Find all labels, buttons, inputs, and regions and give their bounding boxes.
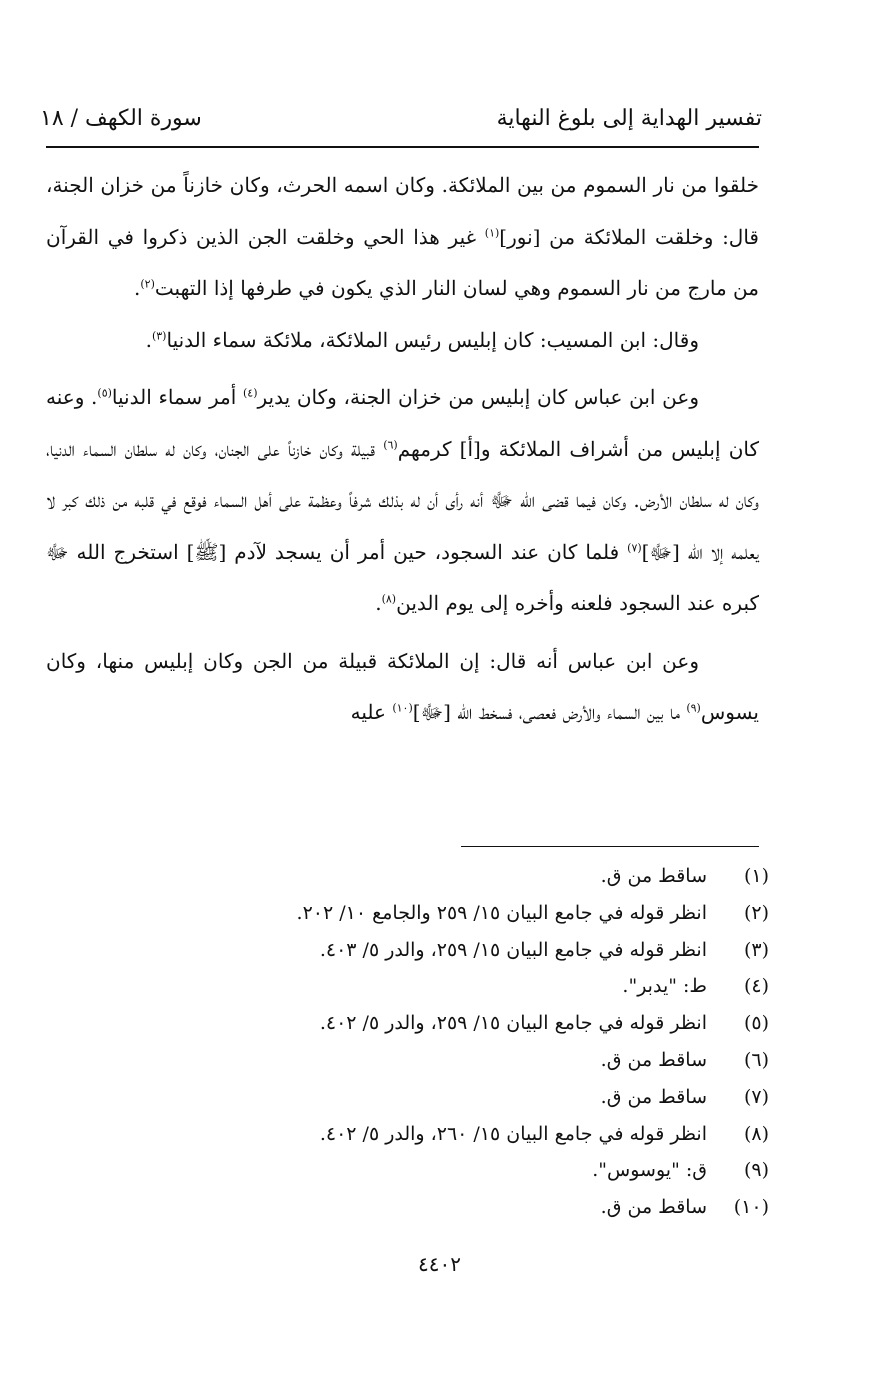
footnote-number: (١): [743, 865, 769, 887]
footnote-number: (٩): [743, 1159, 769, 1182]
footnote-number: (٢): [743, 901, 769, 924]
footnote-item: [149, 1189, 769, 1226]
footnote-number: (٣): [743, 938, 769, 961]
footnote-item: [149, 932, 769, 969]
footnote-text: انظر قوله في جامع البيان ١٥/ ٢٦٠، والدر ٥/ ٤٠٢.: [319, 1122, 707, 1145]
footnote-ref-8[interactable]: (٨): [381, 592, 397, 606]
paragraph-1: خلقوا من نار السموم من بين الملائكة. وكان اسمه الحرث، وكان خازناً من خزان الجنة، قال: وخلقت الملائكة من [نور]$^{(١)}$ غير هذا الحي وخلقت الجن الذين ذكروا في القرآن من مارج من نار السموم وهي لسان النار الذي يكون في طرفها إذا التهبت$^{(٢)}$.: [46, 173, 759, 300]
footnote-item: [149, 1152, 769, 1189]
paragraph-2: وقال: ابن المسيب: كان إبليس رئيس الملائكة، ملائكة سماء الدنيا$^{(٣)}$.: [145, 327, 699, 352]
header-divider: [46, 146, 759, 148]
footnote-text: ط: "يدبر".: [622, 975, 707, 998]
footnotes-list: [149, 858, 769, 1226]
footnote-ref-6[interactable]: (٦): [383, 437, 398, 451]
paragraph-3: وعن ابن عباس كان إبليس من خزان الجنة، وكان يدير$^{(٤)}$ أمر سماء الدنيا$^{(٥)}$. وعنه كان إبليس من أشراف الملائكة و[أ] كرمهم$^{(٦)}$ قبيلة وكان خازناً على الجنان، وكان له سلطان السماء الدنيا، وكان له سلطان الأرض. وكان فيما قضى الله ﷻ أنه رأى أن له بذلك شرفاً وعظمة على أهل السماء فوقع في قلبه من ذلك كبر لا يعلمه إلا الله [ﷻ]$^{(٧)}$ فلما كان عند السجود، حين أمر أن يسجد لآدم [ﷺ] استخرج الله ﷻ كبره عند السجود فلعنه وأخره إلى يوم الدين$^{(٨)}$.: [46, 385, 760, 615]
footnote-item: [149, 858, 769, 895]
footnote-number: (٦): [743, 1048, 769, 1071]
footnote-text: ساقط من ق.: [600, 865, 707, 887]
footnote-ref-1[interactable]: (١): [484, 225, 500, 239]
footnote-number: (٤): [743, 975, 769, 998]
footnote-text: ساقط من ق.: [600, 1048, 707, 1071]
footnote-text: انظر قوله في جامع البيان ١٥/ ٢٥٩، والدر ٥/ ٤٠٢.: [319, 1012, 707, 1035]
footnote-ref-7[interactable]: (٧): [627, 540, 642, 554]
footnote-ref-5[interactable]: (٥): [97, 386, 112, 400]
footnote-text: انظر قوله في جامع البيان ١٥/ ٢٥٩ والجامع ١٠/ ٢٠٢.: [296, 901, 707, 924]
footnote-item: [149, 1005, 769, 1042]
footnote-number: (١٠): [733, 1196, 769, 1219]
footnote-ref-9[interactable]: (٩): [686, 701, 701, 715]
footnote-number: (٥): [743, 1012, 769, 1035]
surah-page-label: سورة الكهف / ١٨: [40, 105, 202, 131]
footnote-text: ساقط من ق.: [600, 1085, 707, 1108]
footnote-item: [149, 1042, 769, 1079]
footnote-text: ق: "يوسوس".: [592, 1159, 707, 1182]
page-number: ٤٤٠٢: [418, 1252, 461, 1276]
book-title: تفسير الهداية إلى بلوغ النهاية: [496, 105, 762, 131]
footnote-number: (٧): [743, 1085, 769, 1108]
footnote-number: (٨): [743, 1122, 769, 1145]
footnote-ref-3[interactable]: (٣): [151, 328, 167, 342]
main-text: [46, 160, 759, 739]
footnote-item: [149, 1116, 769, 1153]
footnote-text: ساقط من ق.: [600, 1196, 707, 1219]
footnote-divider: [461, 846, 759, 847]
footnote-item: [149, 895, 769, 932]
footnote-ref-2[interactable]: (٢): [140, 277, 155, 291]
footnote-item: [149, 1079, 769, 1116]
footnote-item: [149, 968, 769, 1005]
paragraph-4: وعن ابن عباس أنه قال: إن الملائكة قبيلة من الجن وكان إبليس منها، وكان يسوس$^{(٩)}$ ما بين السماء والأرض فعصى، فسخط الله [ﷻ]$^{(١٠)}$ عليه: [46, 648, 759, 724]
footnote-ref-10[interactable]: (١٠): [392, 701, 413, 715]
running-header: [40, 98, 762, 138]
footnote-ref-4[interactable]: (٤): [242, 386, 258, 400]
footnote-text: انظر قوله في جامع البيان ١٥/ ٢٥٩، والدر ٥/ ٤٠٣.: [319, 938, 707, 961]
